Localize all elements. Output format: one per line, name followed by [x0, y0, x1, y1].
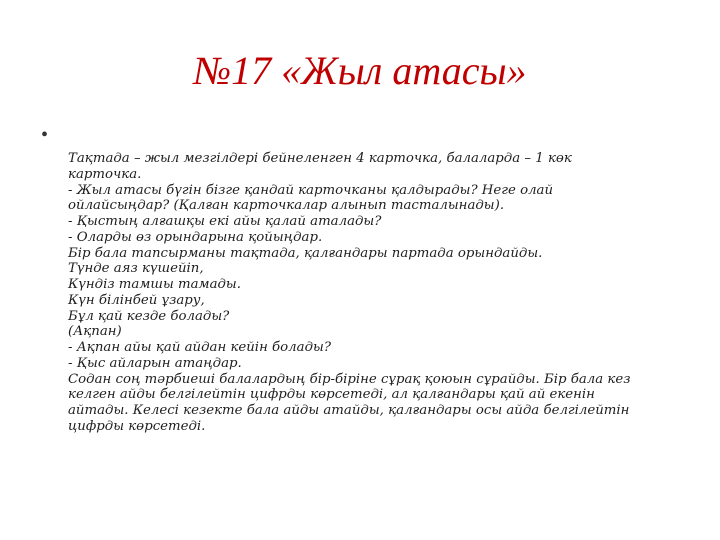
body-line: - Жыл атасы бүгін бізге қандай карточканы қалдырады? Неге олай [68, 182, 554, 198]
bullet-marker: • [41, 124, 49, 146]
body-line: келген айды белгілейтін цифрды көрсетеді, ал қалғандары қай ай екенін [68, 387, 595, 403]
body-line: айтады. Келесі кезекте бала айды атайды, қалғандары осы айда белгілейтін [68, 403, 630, 418]
body-line: Бір бала тапсырманы тақтада, қалғандары партада орындайды. [68, 245, 543, 261]
body-line: Күн білінбей ұзару, [68, 292, 205, 308]
body-line: - Оларды өз орындарына қойыңдар. [68, 229, 323, 245]
body-line: карточка. [68, 166, 142, 182]
body-line: - Қыс айларын атаңдар. [68, 355, 242, 371]
body-line: Тақтада – жыл мезгілдері бейнеленген 4 карточка, балаларда – 1 көк [68, 151, 572, 166]
body-line: - Ақпан айы қай айдан кейін болады? [68, 340, 331, 355]
slide-body [68, 151, 688, 435]
slide-title: №17 «Жыл атасы» [193, 48, 527, 93]
body-line: Бұл қай кезде болады? [68, 308, 230, 324]
body-line: ойлайсыңдар? (Қалған карточкалар алынып тасталынады). [68, 198, 505, 214]
body-line: цифрды көрсетеді. [68, 418, 206, 434]
body-line: Түнде аяз күшейіп, [68, 261, 204, 277]
body-line: (Ақпан) [68, 324, 122, 340]
body-line: Содан соң тәрбиеші балалардың бір-біріне сұрақ қоюын сұрайды. Бір бала кез [68, 371, 631, 387]
body-line: - Қыстың алғашқы екі айы қалай аталады? [68, 214, 382, 229]
body-line: Күндіз тамшы тамады. [68, 277, 241, 292]
